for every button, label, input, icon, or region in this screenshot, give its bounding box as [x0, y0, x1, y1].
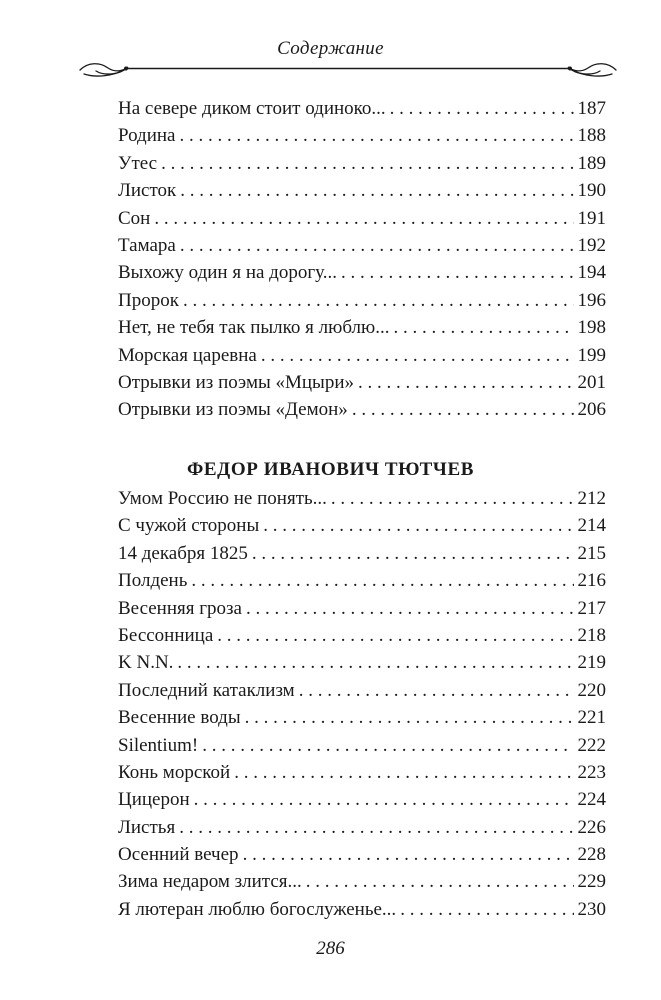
toc-entry: [118, 180, 606, 207]
toc-entry-title: 14 декабря 1825: [118, 542, 248, 564]
toc-entry-page: 201: [577, 371, 606, 393]
toc-dot-leader: [352, 399, 574, 421]
toc-entry-title: Пророк: [118, 289, 179, 311]
toc-entry: [118, 817, 606, 844]
page-number: 286: [316, 938, 345, 959]
toc-entry: [118, 125, 606, 152]
toc-entry-page: 223: [577, 761, 606, 783]
toc-entry: [118, 707, 606, 734]
toc-entry: [118, 262, 606, 289]
toc-entry: [118, 762, 606, 789]
running-header-title: Содержание: [277, 38, 384, 59]
toc-entry: [118, 488, 606, 515]
toc-dot-leader: [306, 871, 574, 893]
toc-entry-page: 192: [577, 234, 606, 256]
toc-entry-title: Цицерон: [118, 789, 190, 811]
toc-entry-title: K N.N.: [118, 652, 174, 674]
toc-entry-title: Утес: [118, 152, 158, 174]
toc-entry-page: 220: [577, 679, 606, 701]
toc-entry: [118, 98, 606, 125]
toc-entry-title: Осенний вечер: [118, 844, 239, 866]
toc-entry: [118, 345, 606, 372]
toc-entry-title: Полдень: [118, 570, 188, 592]
toc-dot-leader: [180, 180, 573, 202]
toc-dot-leader: [358, 372, 574, 394]
toc-entry-page: 198: [577, 317, 606, 339]
toc-entry-title: Весенние воды: [118, 707, 241, 729]
toc-entry-page: 196: [577, 289, 606, 311]
toc-entry-page: 187: [577, 98, 606, 119]
toc-entry: [118, 652, 606, 679]
toc-dot-leader: [393, 317, 573, 339]
toc-dot-leader: [245, 707, 574, 729]
toc-entry-page: 190: [577, 180, 606, 202]
toc-entry-page: 219: [577, 652, 606, 674]
toc-dot-leader: [299, 680, 574, 702]
toc-entry-title: Отрывки из поэмы «Мцыри»: [118, 371, 354, 393]
toc-entry: [118, 625, 606, 652]
toc-entry-title: Листья: [118, 816, 176, 838]
toc-dot-leader: [252, 543, 574, 565]
toc-dot-leader: [263, 515, 573, 537]
toc-dot-leader: [180, 235, 574, 257]
toc-entry-title: Весенняя гроза: [118, 597, 242, 619]
toc-entry: [118, 399, 606, 426]
toc-dot-leader: [191, 570, 573, 592]
toc-entry-page: 216: [577, 570, 606, 592]
toc-entry: [118, 543, 606, 570]
toc-entry-title: Родина: [118, 125, 176, 147]
toc-dot-leader: [390, 98, 574, 120]
toc-entry: [118, 680, 606, 707]
toc-entry-page: 215: [577, 542, 606, 564]
toc-entry: [118, 208, 606, 235]
toc-entry-title: Умом Россию не понять...: [118, 488, 327, 509]
toc-dot-leader: [194, 789, 574, 811]
toc-entry-page: 194: [577, 262, 606, 284]
toc-entry-page: 214: [577, 515, 606, 537]
toc-entry: [118, 372, 606, 399]
toc-entry-title: Я лютеран люблю богослуженье...: [118, 898, 397, 920]
header-ornament-rule: [78, 56, 618, 80]
toc-entry-title: Тамара: [118, 234, 176, 256]
toc-dot-leader: [331, 488, 574, 510]
toc-entry: [118, 235, 606, 262]
toc-entry-title: Конь морской: [118, 761, 231, 783]
toc-entry-page: 230: [577, 898, 606, 920]
toc-dot-leader: [154, 208, 573, 230]
toc-entry-page: 228: [577, 844, 606, 866]
toc-entry-title: На севере диком стоит одиноко...: [118, 98, 386, 119]
toc-entry-title: Зима недаром злится...: [118, 871, 302, 893]
toc-dot-leader: [179, 817, 573, 839]
toc-entry: [118, 317, 606, 344]
toc-entry-title: С чужой стороны: [118, 515, 260, 537]
toc-entry: [118, 871, 606, 898]
toc-entry: [118, 789, 606, 816]
toc-entry-page: 217: [577, 597, 606, 619]
toc-entry-title: Листок: [118, 180, 177, 202]
toc-dot-leader: [179, 125, 573, 147]
toc-dot-leader: [234, 762, 573, 784]
toc-entry-page: 191: [577, 207, 606, 229]
toc-entry-page: 229: [577, 871, 606, 893]
toc-dot-leader: [400, 899, 573, 921]
toc-entry: [118, 844, 606, 871]
toc-list-lermontov: [118, 98, 606, 427]
toc-entry-title: Морская царевна: [118, 344, 257, 366]
toc-entry-title: Нет, не тебя так пылко я люблю...: [118, 317, 390, 339]
toc-entry-page: 199: [577, 344, 606, 366]
toc-entry-title: Бессонница: [118, 624, 214, 646]
toc-entry: [118, 290, 606, 317]
toc-entry: [118, 735, 606, 762]
toc-dot-leader: [202, 735, 573, 757]
toc-entry: [118, 598, 606, 625]
toc-dot-leader: [161, 153, 573, 175]
toc-entry-page: 218: [577, 624, 606, 646]
toc-entry-page: 224: [577, 789, 606, 811]
toc-entry-title: Выхожу один я на дорогу...: [118, 262, 337, 284]
toc-list-tyutchev: [118, 488, 606, 926]
toc-entry-title: Сон: [118, 207, 151, 229]
toc-entry-page: 226: [577, 816, 606, 838]
toc-entry-page: 221: [577, 707, 606, 729]
toc-dot-leader: [177, 652, 573, 674]
toc-dot-leader: [246, 598, 574, 620]
toc-entry-page: 188: [577, 125, 606, 147]
toc-entry-page: 212: [577, 488, 606, 509]
toc-dot-leader: [261, 345, 574, 367]
toc-entry-title: Silentium!: [118, 734, 199, 756]
toc-entry: [118, 153, 606, 180]
toc-entry-page: 189: [577, 152, 606, 174]
toc-entry-title: Последний катаклизм: [118, 679, 295, 701]
toc-dot-leader: [243, 844, 574, 866]
toc-dot-leader: [341, 262, 574, 284]
toc-entry: [118, 899, 606, 926]
toc-dot-leader: [217, 625, 573, 647]
section-heading-author: ФЕДОР ИВАНОВИЧ ТЮТЧЕВ: [186, 459, 475, 480]
toc-entry-page: 222: [577, 734, 606, 756]
toc-entry: [118, 515, 606, 542]
toc-dot-leader: [183, 290, 574, 312]
toc-entry-page: 206: [577, 399, 606, 421]
toc-entry-title: Отрывки из поэмы «Демон»: [118, 399, 348, 421]
toc-entry: [118, 570, 606, 597]
